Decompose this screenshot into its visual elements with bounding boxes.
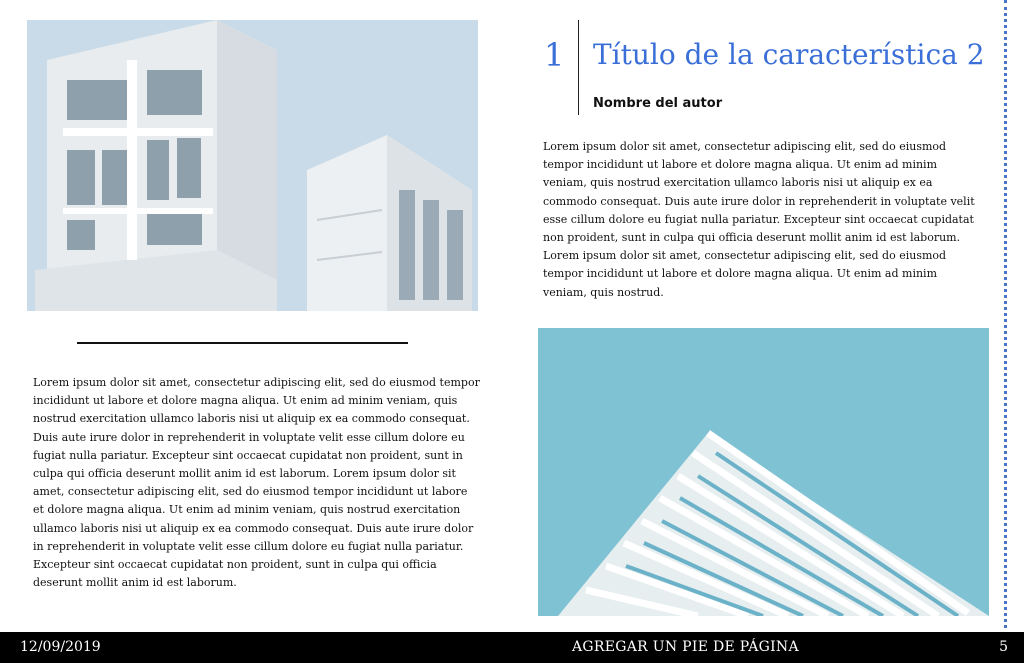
footer-page-number: 5 [999, 639, 1008, 655]
building-photo-bottom [538, 328, 989, 616]
section-divider [77, 342, 408, 344]
body-paragraph-1: Lorem ipsum dolor sit amet, consectetur adipiscing elit, sed do eiusmod tempor incididunt ut labore et dolore magna aliqua. Ut enim ad minim veniam, quis nostrud exercitation ullamco laboris nisi ut aliquip ex ea commodo consequat. Duis aute irure dolor in reprehenderit in voluptate velit esse cillum dolore eu fugiat nulla pariatur. Excepteur sint occaecat cupidatat non proident, sunt in culpa qui officia deserunt mollit anim id est laborum. Lorem ipsum dolor sit amet, consectetur adipiscing elit, sed do eiusmod tempor incididunt ut labore et dolore magna aliqua. Ut enim ad minim veniam, quis nostrud. [543, 140, 975, 299]
page-title: Título de la característica 2 [593, 38, 985, 71]
page-footer [0, 632, 1024, 663]
body-paragraph-2: Lorem ipsum dolor sit amet, consectetur adipiscing elit, sed do eiusmod tempor incididunt ut labore et dolore magna aliqua. Ut enim ad minim veniam, quis nostrud exercitation ullamco laboris nisi ut aliquip ex ea commodo consequat. Duis aute irure dolor in reprehenderit in voluptate velit esse cillum dolore eu fugiat nulla pariatur. Excepteur sint occaecat cupidatat non proident, sunt in culpa qui officia deserunt mollit anim id est laborum. Lorem ipsum dolor sit amet, consectetur adipiscing elit, sed do eiusmod tempor incididunt ut labore et dolore magna aliqua. Ut enim ad minim veniam, quis nostrud exercitation ullamco laboris nisi ut aliquip ex ea commodo consequat. Duis aute irure dolor in reprehenderit in voluptate velit esse cillum dolore eu fugiat nulla pariatur. Excepteur sint occaecat cupidatat non proident, sunt in culpa qui officia deserunt mollit anim id est laborum. [33, 376, 480, 590]
author-name: Nombre del autor [593, 96, 723, 111]
heading-divider [578, 20, 579, 115]
chapter-number: 1 [544, 36, 565, 74]
page-edge-dotted-line [1004, 0, 1007, 628]
building-photo-top [27, 20, 478, 311]
footer-text: AGREGAR UN PIE DE PÁGINA [572, 639, 799, 655]
footer-date: 12/09/2019 [20, 639, 101, 655]
